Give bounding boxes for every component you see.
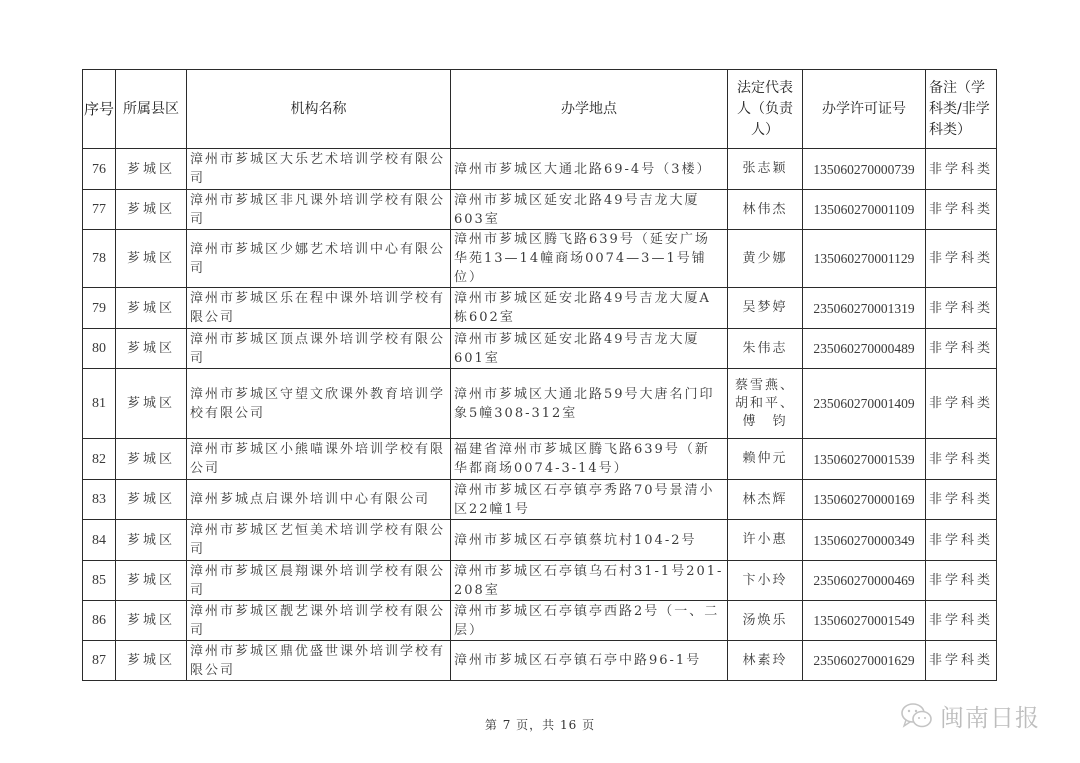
- table-row: [83, 369, 997, 439]
- cell-license: 235060270001319: [803, 288, 926, 329]
- table-row: [83, 230, 997, 288]
- cell-note: 非学科类: [926, 329, 997, 369]
- cell-note: 非学科类: [926, 190, 997, 230]
- cell-district: 芗城区: [116, 480, 187, 520]
- cell-district: 芗城区: [116, 288, 187, 329]
- cell-district: 芗城区: [116, 190, 187, 230]
- wechat-icon: [900, 701, 934, 731]
- cell-representative: 卞小玲: [728, 561, 803, 601]
- cell-license: 135060270001549: [803, 601, 926, 641]
- cell-note: 非学科类: [926, 561, 997, 601]
- cell-district: 芗城区: [116, 369, 187, 439]
- header-index: 序号: [83, 70, 116, 149]
- cell-district: 芗城区: [116, 561, 187, 601]
- cell-index: 83: [83, 480, 116, 520]
- table-row: [83, 601, 997, 641]
- cell-address: 漳州市芗城区石亭镇蔡坑村104-2号: [451, 520, 728, 561]
- cell-note: 非学科类: [926, 149, 997, 190]
- header-note: 备注（学科类/非学科类）: [926, 70, 997, 149]
- cell-name: 漳州市芗城区顶点课外培训学校有限公司: [187, 329, 451, 369]
- cell-district: 芗城区: [116, 329, 187, 369]
- header-address: 办学地点: [451, 70, 728, 149]
- cell-address: 漳州市芗城区石亭镇亭秀路70号景清小区22幢1号: [451, 480, 728, 520]
- cell-license: 135060270001129: [803, 230, 926, 288]
- table-row: [83, 149, 997, 190]
- cell-representative: 林杰辉: [728, 480, 803, 520]
- cell-name: 漳州市芗城区靓艺课外培训学校有限公司: [187, 601, 451, 641]
- cell-license: 135060270001109: [803, 190, 926, 230]
- cell-note: 非学科类: [926, 230, 997, 288]
- table-row: [83, 190, 997, 230]
- cell-note: 非学科类: [926, 601, 997, 641]
- cell-license: 235060270000489: [803, 329, 926, 369]
- cell-index: 80: [83, 329, 116, 369]
- cell-address: 漳州市芗城区延安北路49号吉龙大厦603室: [451, 190, 728, 230]
- table-row: [83, 329, 997, 369]
- table-row: [83, 288, 997, 329]
- cell-index: 76: [83, 149, 116, 190]
- cell-representative: 许小惠: [728, 520, 803, 561]
- header-district: 所属县区: [116, 70, 187, 149]
- page-number: 第 7 页，共 16 页: [484, 718, 596, 732]
- cell-license: 235060270001409: [803, 369, 926, 439]
- cell-license: 135060270000739: [803, 149, 926, 190]
- table-row: [83, 439, 997, 480]
- cell-name: 漳州市芗城区守望文欣课外教育培训学校有限公司: [187, 369, 451, 439]
- cell-name: 漳州市芗城区少娜艺术培训中心有限公司: [187, 230, 451, 288]
- cell-address: 漳州市芗城区大通北路69-4号（3楼）: [451, 149, 728, 190]
- cell-address: 漳州市芗城区腾飞路639号（延安广场华苑13—14幢商场0074—3—1号铺位）: [451, 230, 728, 288]
- cell-name: 漳州市芗城区非凡课外培训学校有限公司: [187, 190, 451, 230]
- table-row: [83, 641, 997, 681]
- cell-representative: 朱伟志: [728, 329, 803, 369]
- header-name: 机构名称: [187, 70, 451, 149]
- cell-note: 非学科类: [926, 641, 997, 681]
- table-header-row: [83, 70, 997, 149]
- cell-address: 漳州市芗城区延安北路49号吉龙大厦A栋602室: [451, 288, 728, 329]
- cell-license: 235060270001629: [803, 641, 926, 681]
- cell-district: 芗城区: [116, 641, 187, 681]
- header-representative: 法定代表人（负责人）: [728, 70, 803, 149]
- cell-district: 芗城区: [116, 520, 187, 561]
- cell-name: 漳州市芗城区晨翔课外培训学校有限公司: [187, 561, 451, 601]
- institutions-table: [82, 69, 997, 681]
- cell-name: 漳州芗城点启课外培训中心有限公司: [187, 480, 451, 520]
- cell-representative: 林素玲: [728, 641, 803, 681]
- cell-index: 87: [83, 641, 116, 681]
- cell-license: 235060270000469: [803, 561, 926, 601]
- watermark-text: 闽南日报: [940, 704, 1040, 732]
- cell-representative: 黄少娜: [728, 230, 803, 288]
- cell-name: 漳州市芗城区鼎优盛世课外培训学校有限公司: [187, 641, 451, 681]
- cell-index: 79: [83, 288, 116, 329]
- cell-name: 漳州市芗城区艺恒美术培训学校有限公司: [187, 520, 451, 561]
- cell-address: 福建省漳州市芗城区腾飞路639号（新华都商场0074-3-14号）: [451, 439, 728, 480]
- cell-representative: 赖仲元: [728, 439, 803, 480]
- cell-representative: 张志颖: [728, 149, 803, 190]
- table-body: [83, 149, 997, 681]
- cell-license: 135060270001539: [803, 439, 926, 480]
- cell-note: 非学科类: [926, 520, 997, 561]
- cell-representative: 蔡雪燕、胡和平、傅 钧: [728, 369, 803, 439]
- cell-name: 漳州市芗城区大乐艺术培训学校有限公司: [187, 149, 451, 190]
- header-license: 办学许可证号: [803, 70, 926, 149]
- cell-index: 86: [83, 601, 116, 641]
- cell-note: 非学科类: [926, 288, 997, 329]
- cell-address: 漳州市芗城区大通北路59号大唐名门印象5幢308-312室: [451, 369, 728, 439]
- cell-note: 非学科类: [926, 480, 997, 520]
- table-row: [83, 561, 997, 601]
- cell-address: 漳州市芗城区石亭镇乌石村31-1号201-208室: [451, 561, 728, 601]
- cell-address: 漳州市芗城区延安北路49号吉龙大厦601室: [451, 329, 728, 369]
- cell-license: 135060270000169: [803, 480, 926, 520]
- cell-representative: 吴梦婷: [728, 288, 803, 329]
- cell-note: 非学科类: [926, 439, 997, 480]
- cell-district: 芗城区: [116, 230, 187, 288]
- watermark: [900, 698, 1040, 733]
- cell-index: 85: [83, 561, 116, 601]
- cell-license: 135060270000349: [803, 520, 926, 561]
- cell-name: 漳州市芗城区乐在程中课外培训学校有限公司: [187, 288, 451, 329]
- cell-district: 芗城区: [116, 149, 187, 190]
- cell-index: 81: [83, 369, 116, 439]
- cell-representative: 汤焕乐: [728, 601, 803, 641]
- cell-note: 非学科类: [926, 369, 997, 439]
- cell-district: 芗城区: [116, 601, 187, 641]
- cell-address: 漳州市芗城区石亭镇亭西路2号（一、二层）: [451, 601, 728, 641]
- cell-representative: 林伟杰: [728, 190, 803, 230]
- cell-district: 芗城区: [116, 439, 187, 480]
- cell-index: 84: [83, 520, 116, 561]
- table-row: [83, 480, 997, 520]
- cell-index: 82: [83, 439, 116, 480]
- cell-name: 漳州市芗城区小熊喵课外培训学校有限公司: [187, 439, 451, 480]
- cell-index: 77: [83, 190, 116, 230]
- cell-index: 78: [83, 230, 116, 288]
- table-row: [83, 520, 997, 561]
- cell-address: 漳州市芗城区石亭镇石亭中路96-1号: [451, 641, 728, 681]
